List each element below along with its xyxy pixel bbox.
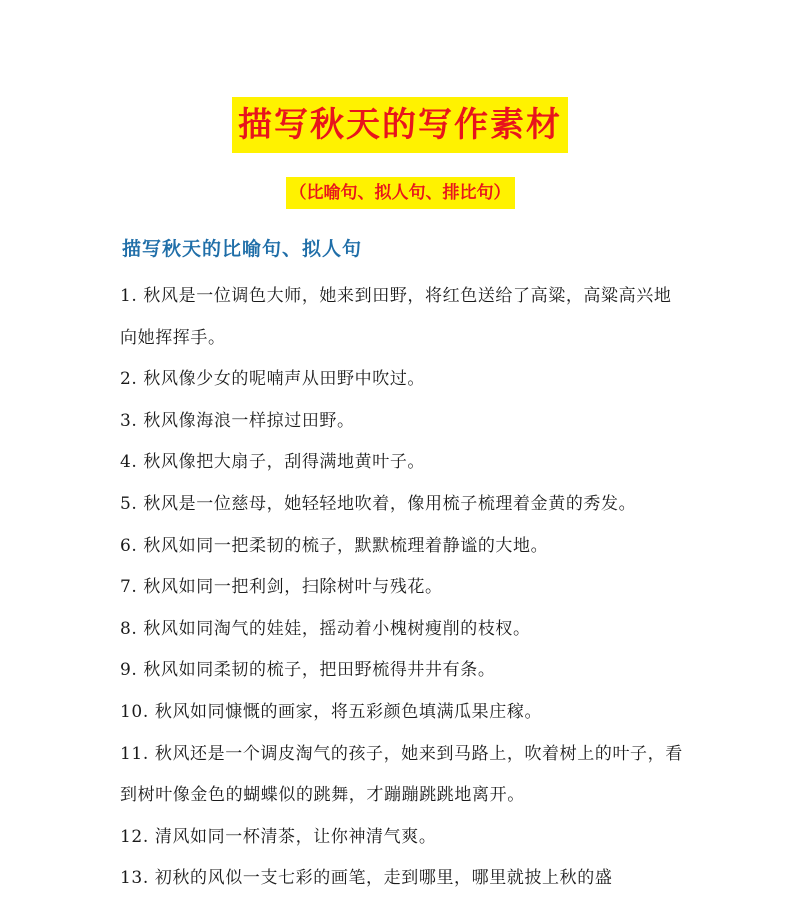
list-item: 4. 秋风像把大扇子，刮得满地黄叶子。 [120, 452, 426, 473]
list-item: 9. 秋风如同柔韧的梳子，把田野梳得井井有条。 [120, 660, 496, 681]
section-heading: 描写秋天的比喻句、拟人句 [122, 238, 363, 260]
list-item: 10. 秋风如同慷慨的画家，将五彩颜色填满瓜果庄稼。 [120, 701, 543, 722]
list-item: 2. 秋风像少女的呢喃声从田野中吹过。 [120, 369, 426, 390]
sentence-list [120, 276, 685, 900]
list-item: 5. 秋风是一位慈母，她轻轻地吹着，像用梳子梳理着金黄的秀发。 [120, 493, 637, 514]
list-item: 1. 秋风是一位调色大师，她来到田野，将红色送给了高粱，高粱高兴地向她挥挥手。 [120, 286, 672, 348]
subtitle-container [0, 177, 800, 209]
title-container [0, 97, 800, 153]
document-subtitle: （比喻句、拟人句、排比句） [286, 177, 515, 209]
list-item: 11. 秋风还是一个调皮淘气的孩子，她来到马路上，吹着树上的叶子，看到树叶像金色的蝴蝶似的跳舞，才蹦蹦跳跳地离开。 [120, 743, 683, 806]
list-item: 3. 秋风像海浪一样掠过田野。 [120, 410, 355, 431]
list-item: 6. 秋风如同一把柔韧的梳子，默默梳理着静谧的大地。 [120, 535, 549, 556]
list-item: 13. 初秋的风似一支七彩的画笔，走到哪里，哪里就披上秋的盛 [120, 868, 613, 889]
list-item: 8. 秋风如同淘气的娃娃，摇动着小槐树瘦削的枝杈。 [120, 618, 531, 639]
list-item: 12. 清风如同一杯清茶，让你神清气爽。 [120, 826, 437, 847]
list-item: 7. 秋风如同一把利剑，扫除树叶与残花。 [120, 577, 443, 598]
document-title: 描写秋天的写作素材 [232, 97, 568, 153]
